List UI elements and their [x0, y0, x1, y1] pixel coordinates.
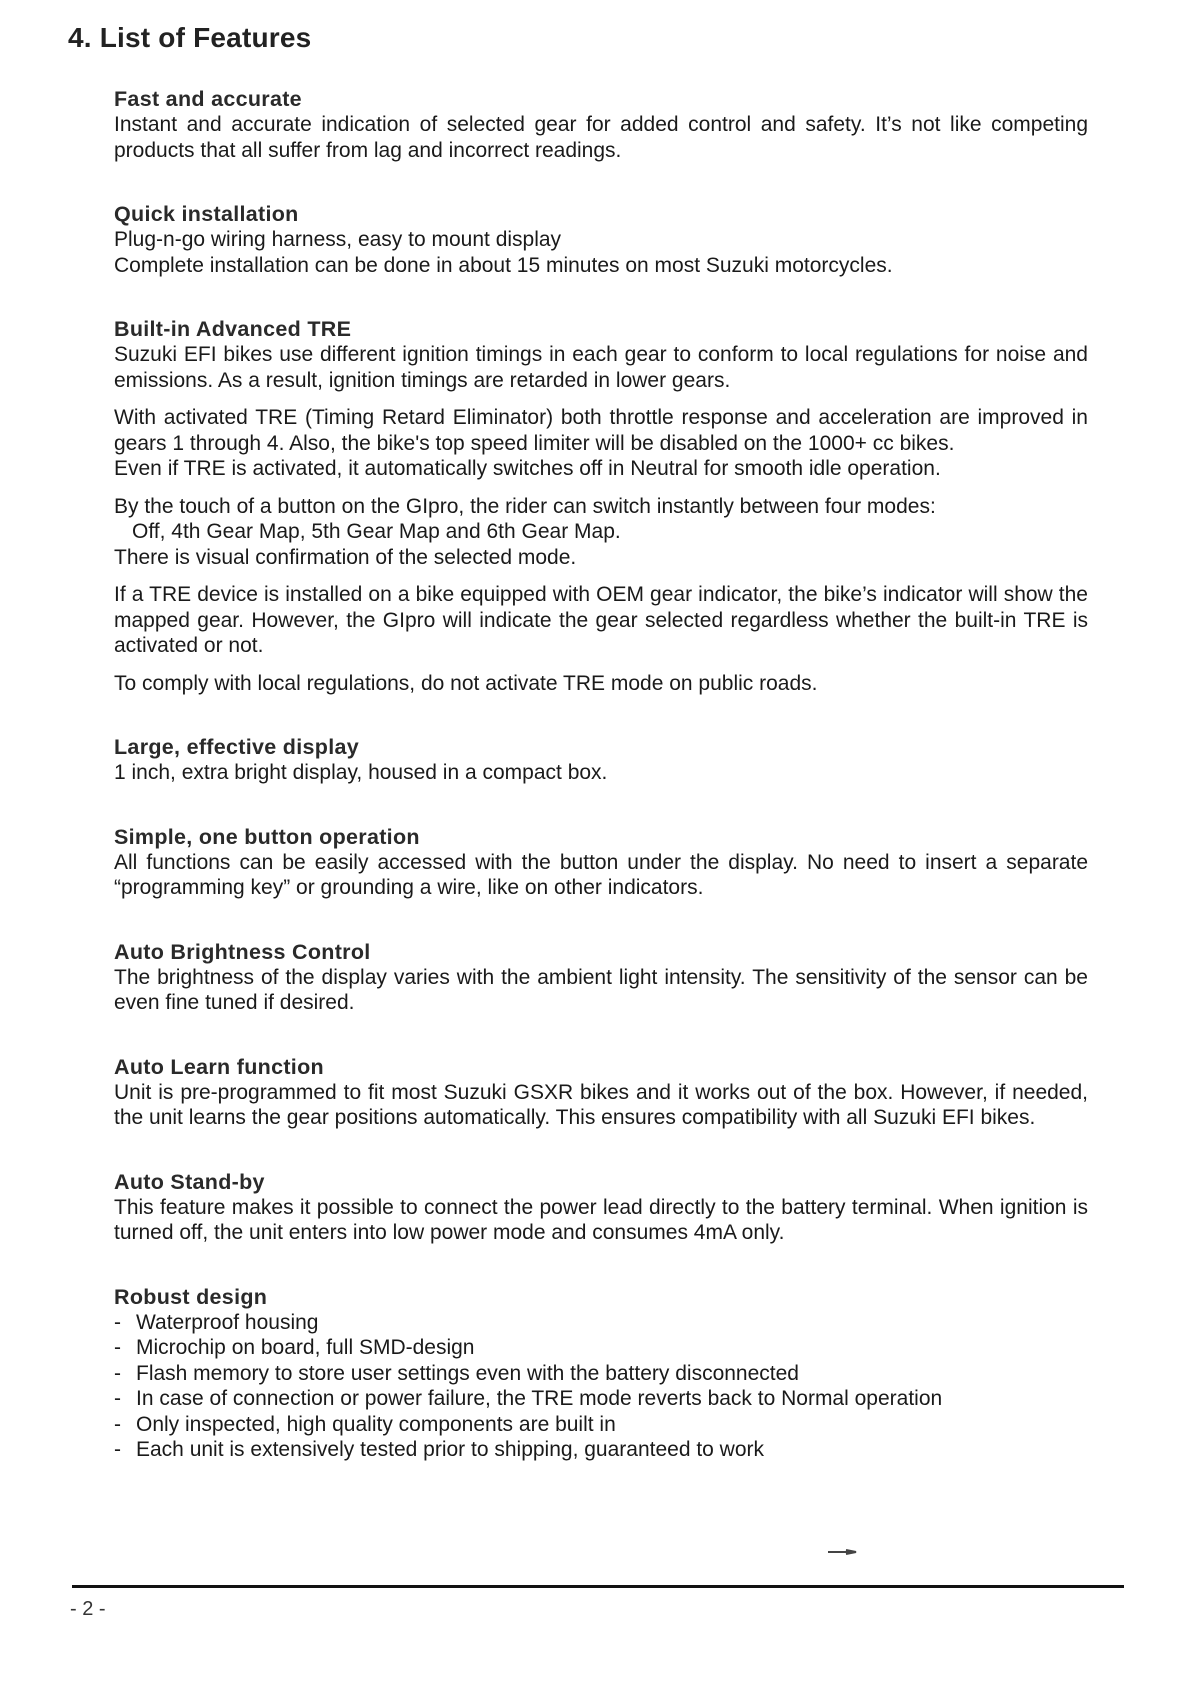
list-item: - Microchip on board, full SMD-design	[114, 1336, 475, 1359]
paragraph: Complete installation can be done in about 15 minutes on most Suzuki motorcycles.	[114, 253, 893, 277]
feature-auto-standby	[114, 1169, 1088, 1246]
bullet-dash: -	[114, 1387, 121, 1410]
page-title: 4. List of Features	[68, 22, 312, 53]
list-item: - Only inspected, high quality components are built in	[114, 1412, 616, 1436]
bullet-dash: -	[114, 1438, 121, 1461]
feature-auto-brightness	[114, 939, 1088, 1016]
feature-one-button	[114, 824, 1088, 901]
paragraph: Instant and accurate indication of selected gear for added control and safety. It’s not like competing products that all suffer from lag and incorrect readings.	[114, 113, 1088, 162]
feature-large-display	[114, 734, 1088, 786]
section-heading: Large, effective display	[114, 735, 359, 759]
list-item: - Flash memory to store user settings even with the battery disconnected	[114, 1361, 799, 1385]
paragraph: All functions can be easily accessed with the button under the display. No need to insert a separate “programming key” or grounding a wire, like on other indicators.	[114, 850, 1088, 899]
paragraph: Suzuki EFI bikes use different ignition timings in each gear to conform to local regulations for noise and emissions. As a result, ignition timings are retarded in lower gears.	[114, 343, 1088, 392]
list-item: - Each unit is extensively tested prior to shipping, guaranteed to work	[114, 1438, 765, 1461]
scan-mark-icon	[828, 1549, 858, 1555]
features-list	[114, 86, 1088, 1501]
paragraph: There is visual confirmation of the selected mode.	[114, 545, 577, 569]
feature-robust-design	[114, 1284, 1088, 1463]
section-heading: Auto Brightness Control	[114, 939, 371, 964]
bullet-dash: -	[114, 1412, 121, 1436]
paragraph: Even if TRE is activated, it automatically switches off in Neutral for smooth idle operation.	[114, 457, 941, 480]
feature-auto-learn	[114, 1054, 1088, 1131]
paragraph-modes: Off, 4th Gear Map, 5th Gear Map and 6th Gear Map.	[132, 520, 621, 543]
paragraph: Unit is pre-programmed to fit most Suzuki GSXR bikes and it works out of the box. However, if needed, the unit learns the gear positions automatically. This ensures compatibility with all Suzuki EFI bikes.	[114, 1080, 1088, 1129]
feature-fast-accurate	[114, 86, 1088, 163]
paragraph: To comply with local regulations, do not activate TRE mode on public roads.	[114, 671, 818, 695]
paragraph: With activated TRE (Timing Retard Eliminator) both throttle response and acceleration are improved in gears 1 through 4. Also, the bike's top speed limiter will be disabled on the 1000+ cc bikes.	[114, 406, 1088, 455]
paragraph: This feature makes it possible to connect the power lead directly to the battery terminal. When ignition is turned off, the unit enters into low power mode and consumes 4mA only.	[114, 1195, 1088, 1244]
paragraph: The brightness of the display varies with the ambient light intensity. The sensitivity of the sensor can be even fine tuned if desired.	[114, 965, 1088, 1014]
bullet-dash: -	[114, 1310, 121, 1334]
paragraph: Plug-n-go wiring harness, easy to mount display	[114, 228, 562, 251]
paragraph: If a TRE device is installed on a bike equipped with OEM gear indicator, the bike’s indicator will show the mapped gear. However, the GIpro will indicate the gear selected regardless whether the built-in TRE is activated or not.	[114, 583, 1088, 657]
list-item: - In case of connection or power failure, the TRE mode reverts back to Normal operation	[114, 1387, 943, 1410]
section-heading: Auto Stand-by	[114, 1169, 265, 1194]
list-item: - Waterproof housing	[114, 1310, 319, 1334]
paragraph: 1 inch, extra bright display, housed in a compact box.	[114, 761, 608, 784]
feature-built-in-tre	[114, 316, 1088, 696]
bullet-list	[114, 1310, 1088, 1463]
section-heading: Fast and accurate	[114, 87, 302, 111]
bullet-dash: -	[114, 1336, 121, 1359]
footer-divider	[72, 1585, 1124, 1588]
section-heading: Auto Learn function	[114, 1054, 324, 1079]
section-heading: Simple, one button operation	[114, 824, 420, 849]
section-heading: Robust design	[114, 1284, 268, 1309]
section-heading: Quick installation	[114, 202, 299, 226]
section-heading: Built-in Advanced TRE	[114, 317, 352, 341]
paragraph: By the touch of a button on the GIpro, the rider can switch instantly between four modes:	[114, 494, 936, 518]
feature-quick-installation	[114, 201, 1088, 278]
bullet-dash: -	[114, 1361, 121, 1385]
page-number: - 2 -	[70, 1598, 106, 1620]
